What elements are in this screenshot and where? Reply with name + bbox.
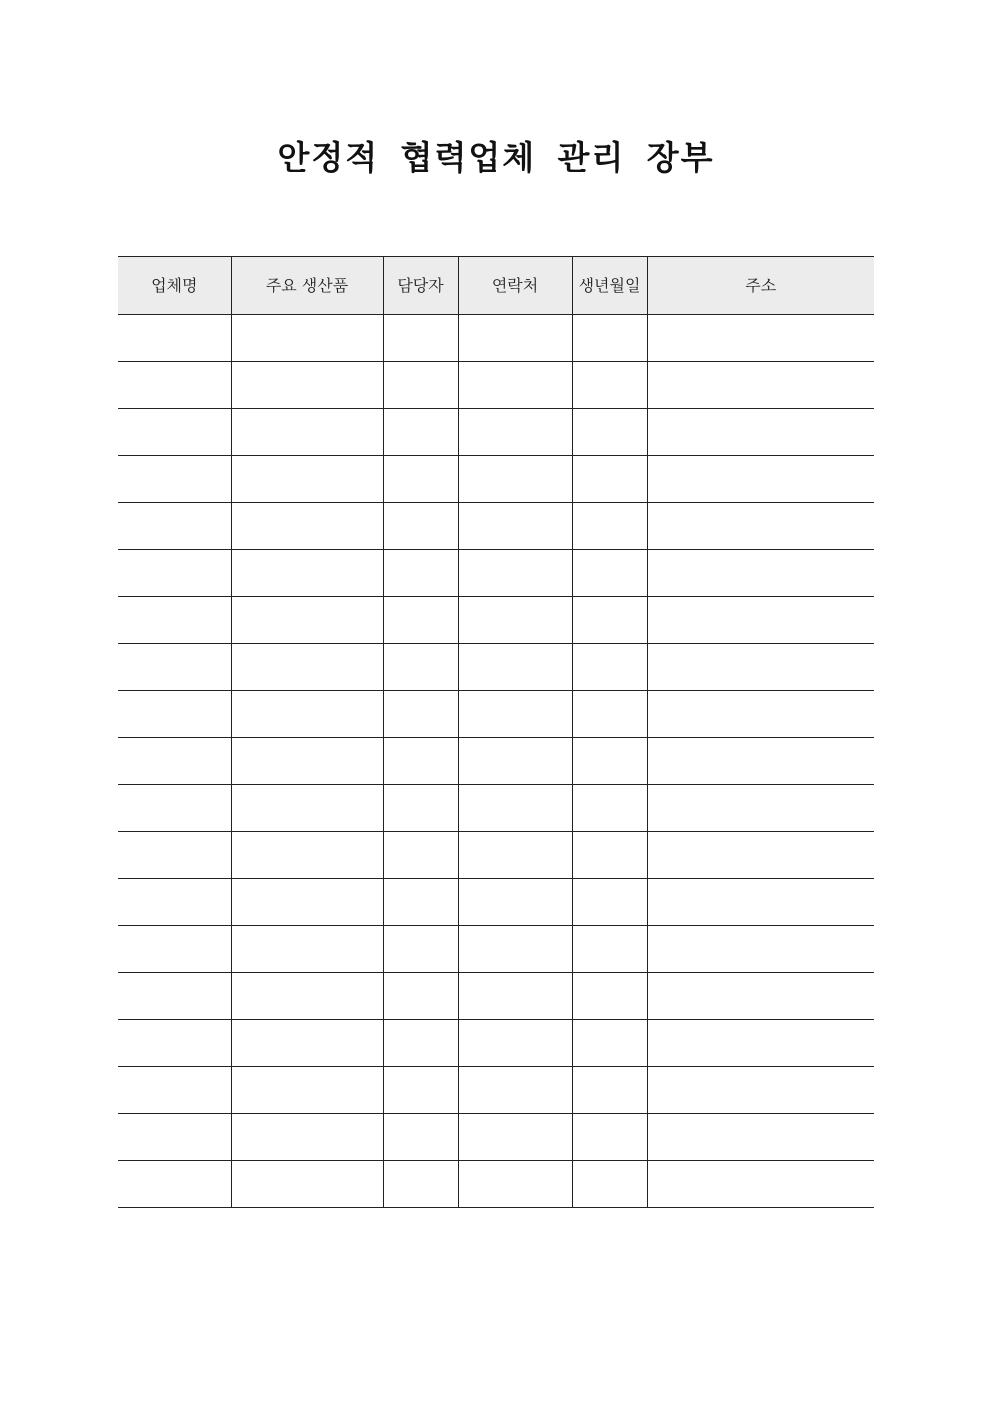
cell-address[interactable]: [647, 644, 874, 691]
cell-company-name[interactable]: [118, 597, 231, 644]
header-contact-info: 연락처: [458, 257, 572, 315]
cell-birth-date[interactable]: [572, 738, 647, 785]
table-row: [118, 785, 874, 832]
cell-company-name[interactable]: [118, 315, 231, 362]
cell-birth-date[interactable]: [572, 1020, 647, 1067]
cell-contact-info[interactable]: [458, 1067, 572, 1114]
page-title: 안정적 협력업체 관리 장부: [277, 138, 715, 177]
cell-address[interactable]: [647, 362, 874, 409]
cell-company-name[interactable]: [118, 973, 231, 1020]
cell-contact-person[interactable]: [383, 597, 458, 644]
header-contact-person: 담당자: [383, 257, 458, 315]
cell-main-products[interactable]: [231, 1161, 383, 1208]
cell-address[interactable]: [647, 832, 874, 879]
cell-address[interactable]: [647, 1067, 874, 1114]
header-row: [118, 257, 874, 315]
cell-contact-info[interactable]: [458, 456, 572, 503]
cell-company-name[interactable]: [118, 456, 231, 503]
cell-address[interactable]: [647, 597, 874, 644]
cell-main-products[interactable]: [231, 691, 383, 738]
cell-main-products[interactable]: [231, 832, 383, 879]
cell-address[interactable]: [647, 973, 874, 1020]
cell-contact-person[interactable]: [383, 1161, 458, 1208]
cell-contact-info[interactable]: [458, 1020, 572, 1067]
header-main-products: 주요 생산품: [231, 257, 383, 315]
cell-company-name[interactable]: [118, 832, 231, 879]
cell-main-products[interactable]: [231, 315, 383, 362]
table-row: [118, 1161, 874, 1208]
header-birth-date: 생년월일: [572, 257, 647, 315]
table-row: [118, 409, 874, 456]
table-row: [118, 926, 874, 973]
table-row: [118, 973, 874, 1020]
cell-main-products[interactable]: [231, 456, 383, 503]
table-row: [118, 879, 874, 926]
cell-main-products[interactable]: [231, 362, 383, 409]
cell-contact-person[interactable]: [383, 315, 458, 362]
table-row: [118, 738, 874, 785]
cell-birth-date[interactable]: [572, 1067, 647, 1114]
cell-contact-person[interactable]: [383, 1020, 458, 1067]
cell-birth-date[interactable]: [572, 362, 647, 409]
table-row: [118, 644, 874, 691]
table-row: [118, 597, 874, 644]
cell-contact-info[interactable]: [458, 738, 572, 785]
table-row: [118, 832, 874, 879]
cell-company-name[interactable]: [118, 362, 231, 409]
cell-contact-person[interactable]: [383, 1067, 458, 1114]
cell-birth-date[interactable]: [572, 315, 647, 362]
cell-birth-date[interactable]: [572, 879, 647, 926]
cell-contact-person[interactable]: [383, 973, 458, 1020]
cell-birth-date[interactable]: [572, 785, 647, 832]
cell-main-products[interactable]: [231, 785, 383, 832]
cell-main-products[interactable]: [231, 1020, 383, 1067]
table-row: [118, 1020, 874, 1067]
cell-address[interactable]: [647, 315, 874, 362]
cell-company-name[interactable]: [118, 644, 231, 691]
cell-main-products[interactable]: [231, 597, 383, 644]
table-row: [118, 362, 874, 409]
cell-birth-date[interactable]: [572, 691, 647, 738]
table-row: [118, 456, 874, 503]
cell-main-products[interactable]: [231, 738, 383, 785]
cell-contact-person[interactable]: [383, 879, 458, 926]
cell-address[interactable]: [647, 738, 874, 785]
cell-contact-info[interactable]: [458, 597, 572, 644]
cell-main-products[interactable]: [231, 644, 383, 691]
cell-birth-date[interactable]: [572, 832, 647, 879]
cell-contact-info[interactable]: [458, 644, 572, 691]
cell-company-name[interactable]: [118, 1114, 231, 1161]
cell-contact-info[interactable]: [458, 362, 572, 409]
cell-birth-date[interactable]: [572, 456, 647, 503]
table-row: [118, 550, 874, 597]
cell-contact-info[interactable]: [458, 503, 572, 550]
cell-contact-info[interactable]: [458, 832, 572, 879]
cell-address[interactable]: [647, 785, 874, 832]
cell-contact-info[interactable]: [458, 926, 572, 973]
cell-birth-date[interactable]: [572, 644, 647, 691]
cell-contact-person[interactable]: [383, 785, 458, 832]
cell-address[interactable]: [647, 550, 874, 597]
cell-company-name[interactable]: [118, 409, 231, 456]
cell-contact-info[interactable]: [458, 879, 572, 926]
cell-company-name[interactable]: [118, 879, 231, 926]
cell-contact-person[interactable]: [383, 691, 458, 738]
cell-birth-date[interactable]: [572, 1161, 647, 1208]
cell-main-products[interactable]: [231, 503, 383, 550]
cell-company-name[interactable]: [118, 503, 231, 550]
table-row: [118, 691, 874, 738]
table-row: [118, 503, 874, 550]
cell-address[interactable]: [647, 456, 874, 503]
cell-address[interactable]: [647, 691, 874, 738]
cell-birth-date[interactable]: [572, 409, 647, 456]
cell-address[interactable]: [647, 879, 874, 926]
cell-main-products[interactable]: [231, 926, 383, 973]
cell-birth-date[interactable]: [572, 973, 647, 1020]
cell-address[interactable]: [647, 926, 874, 973]
table-row: [118, 1114, 874, 1161]
cell-company-name[interactable]: [118, 691, 231, 738]
cell-address[interactable]: [647, 1161, 874, 1208]
cell-address[interactable]: [647, 1020, 874, 1067]
cell-contact-person[interactable]: [383, 550, 458, 597]
cell-main-products[interactable]: [231, 879, 383, 926]
cell-contact-person[interactable]: [383, 409, 458, 456]
cell-contact-info[interactable]: [458, 1114, 572, 1161]
cell-main-products[interactable]: [231, 550, 383, 597]
cell-main-products[interactable]: [231, 409, 383, 456]
cell-birth-date[interactable]: [572, 1114, 647, 1161]
supplier-ledger-table: [118, 256, 874, 1208]
table-row: [118, 1067, 874, 1114]
cell-birth-date[interactable]: [572, 926, 647, 973]
cell-contact-info[interactable]: [458, 691, 572, 738]
ledger-body: [118, 315, 874, 1208]
cell-contact-info[interactable]: [458, 1161, 572, 1208]
cell-main-products[interactable]: [231, 1114, 383, 1161]
cell-company-name[interactable]: [118, 550, 231, 597]
cell-address[interactable]: [647, 503, 874, 550]
cell-birth-date[interactable]: [572, 550, 647, 597]
cell-birth-date[interactable]: [572, 503, 647, 550]
cell-contact-person[interactable]: [383, 362, 458, 409]
cell-birth-date[interactable]: [572, 597, 647, 644]
cell-address[interactable]: [647, 409, 874, 456]
header-address: 주소: [647, 257, 874, 315]
cell-contact-person[interactable]: [383, 926, 458, 973]
cell-contact-info[interactable]: [458, 785, 572, 832]
cell-contact-person[interactable]: [383, 456, 458, 503]
cell-contact-person[interactable]: [383, 1114, 458, 1161]
cell-company-name[interactable]: [118, 738, 231, 785]
cell-main-products[interactable]: [231, 973, 383, 1020]
cell-main-products[interactable]: [231, 1067, 383, 1114]
cell-company-name[interactable]: [118, 1067, 231, 1114]
header-company-name: 업체명: [118, 257, 231, 315]
cell-address[interactable]: [647, 1114, 874, 1161]
cell-company-name[interactable]: [118, 926, 231, 973]
cell-contact-person[interactable]: [383, 738, 458, 785]
cell-company-name[interactable]: [118, 1020, 231, 1067]
cell-contact-person[interactable]: [383, 644, 458, 691]
cell-contact-info[interactable]: [458, 973, 572, 1020]
cell-contact-info[interactable]: [458, 550, 572, 597]
cell-contact-person[interactable]: [383, 832, 458, 879]
cell-company-name[interactable]: [118, 785, 231, 832]
cell-contact-info[interactable]: [458, 315, 572, 362]
cell-contact-info[interactable]: [458, 409, 572, 456]
table-row: [118, 315, 874, 362]
cell-contact-person[interactable]: [383, 503, 458, 550]
cell-company-name[interactable]: [118, 1161, 231, 1208]
